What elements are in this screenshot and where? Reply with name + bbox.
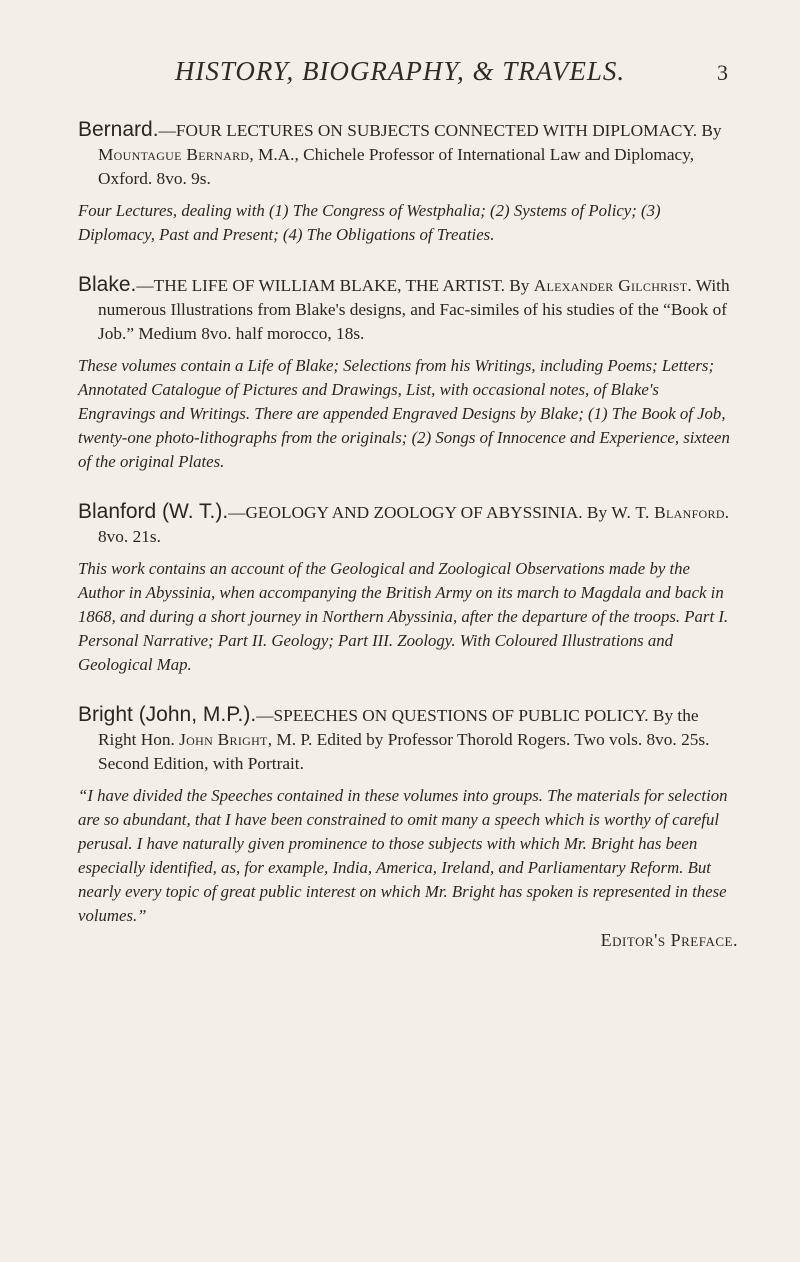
entry-title: —SPEECHES ON QUESTIONS OF PUBLIC POLICY. <box>256 706 649 725</box>
entry-bright <box>78 703 738 951</box>
entry-description: These volumes contain a Life of Blake; Selections from his Writings, including Poems; Letters; Annotated Catalogue of Pictures and Drawings, List, with occasional notes, of Blake's Engravings and Writings. There are appended Engraved Designs by Blake; (1) The Book of Job, twenty-one photo-lithographs from the originals; (2) Songs of Innocence and Experience, sixteen of the original Plates. <box>78 356 730 471</box>
entry-heading <box>78 500 738 549</box>
entry-author: Mountague Bernard <box>98 145 250 164</box>
entry-description: “I have divided the Speeches contained in these volumes into groups. The materials for selection are so abundant, that I have been constrained to omit many a speech which is worthy of careful perusal. I have naturally given prominence to those subjects with which Mr. Bright has been especially identified, as, for example, India, America, Ireland, and Parliamentary Reform. But nearly every topic of great public interest on which Mr. Bright has spoken is represented in these volumes.” <box>78 786 728 925</box>
entry-heading <box>78 118 738 191</box>
entry-description: This work contains an account of the Geological and Zoological Observations made by the Author in Abyssinia, when accompanying the British Army on its march to Magdala and back in 1868, and during a short journey in Northern Abyssinia, after the departure of the troops. Part I. Personal Narrative; Part II. Geology; Part III. Zoology. With Coloured Illustrations and Geological Map. <box>78 559 729 674</box>
entry-author: John Bright <box>179 730 268 749</box>
entry-attribution: Editor's Preface. <box>600 930 738 950</box>
catalogue-entries <box>78 118 738 977</box>
entry-by: By <box>504 276 534 295</box>
entry-details: , M. P. Edited by Professor Thorold Rogers. Two vols. 8vo. 25s. Second Edition, with Portrait. <box>98 730 710 773</box>
entry-heading <box>78 273 738 346</box>
entry-author: W. T. Blanford <box>611 503 725 522</box>
entry-by: By the Right Hon. <box>98 706 699 749</box>
entry-details: , M.A., Chichele Professor of International Law and Diplomacy, Oxford. 8vo. 9s. <box>98 145 695 188</box>
entry-by: By <box>582 503 612 522</box>
entry-blake <box>78 273 738 474</box>
entry-name: Bernard. <box>78 118 159 141</box>
entry-heading <box>78 703 738 776</box>
running-head: HISTORY, BIOGRAPHY, & TRAVELS. <box>174 56 626 86</box>
entry-bernard <box>78 118 738 247</box>
entry-title: —THE LIFE OF WILLIAM BLAKE, THE ARTIST. <box>136 276 505 295</box>
page-header <box>0 56 800 96</box>
entry-details: . With numerous Illustrations from Blake's designs, and Fac-similes of his studies of the “Book of Job.” Medium 8vo. half morocco, 18s. <box>98 276 730 343</box>
entry-author: Alexander Gilchrist <box>533 276 688 295</box>
entry-name: Blanford (W. T.). <box>78 500 229 523</box>
entry-title: —FOUR LECTURES ON SUBJECTS CONNECTED WITH DIPLOMACY. <box>158 121 698 140</box>
entry-by: By <box>697 121 722 140</box>
page-number: 3 <box>717 60 728 85</box>
entry-blanford <box>78 500 738 677</box>
entry-name: Blake. <box>78 273 137 296</box>
entry-title: —GEOLOGY AND ZOOLOGY OF ABYSSINIA. <box>228 503 583 522</box>
entry-description: Four Lectures, dealing with (1) The Congress of Westphalia; (2) Systems of Policy; (3) Diplomacy, Past and Present; (4) The Obligations of Treaties. <box>78 201 661 244</box>
entry-name: Bright (John, M.P.). <box>78 703 257 726</box>
entry-details: . 8vo. 21s. <box>98 503 730 546</box>
